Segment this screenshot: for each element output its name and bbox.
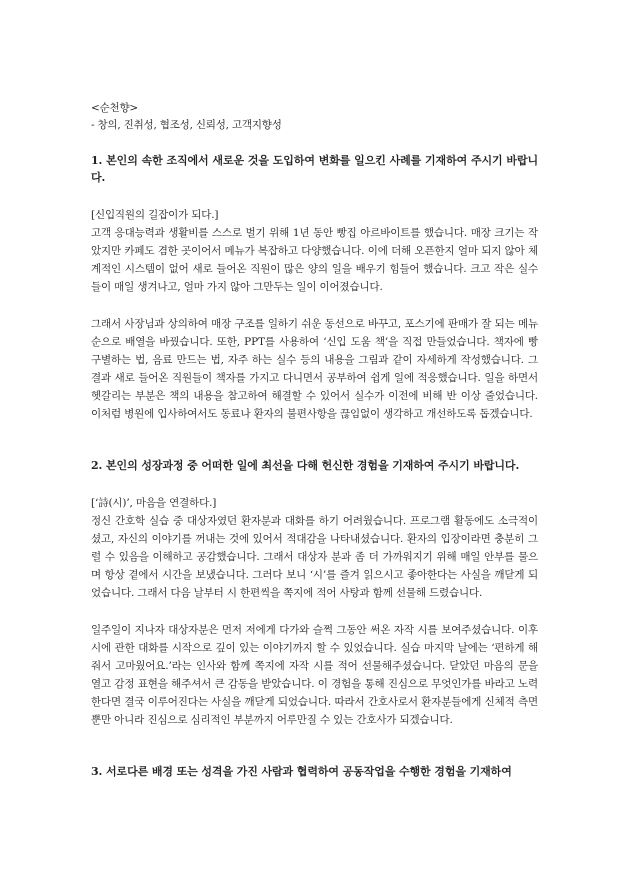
core-values-line: - 창의, 진취성, 협조성, 신뢰성, 고객지향성 [91,119,282,131]
question-1: 1. 본인의 속한 조직에서 새로운 것을 도입하여 변화를 일으킨 사례를 기재하여 주시기 바랍니다. [91,154,538,184]
answer-2-subtitle: [‘詩(시)’, 마음을 연결하다.] [91,497,217,509]
question-2: 2. 본인의 성장과정 중 어떠한 일에 최선을 다해 헌신한 경험을 기재하여 주시기 바랍니다. [91,459,520,472]
header-block [91,100,538,134]
answer-2-paragraph-1 [91,494,538,602]
section-3 [91,763,538,780]
answer-1-paragraph-1 [91,206,538,296]
section-2 [91,457,538,729]
question-3: 3. 서로다른 배경 또는 성격을 가진 사람과 협력하여 공동작업을 수행한 경험을 기재하여 [91,765,512,778]
section-1 [91,152,538,423]
answer-1-subtitle: [신입직원의 길잡이가 되다.] [91,209,219,221]
answer-1-paragraph-2: 그래서 사장님과 상의하여 매장 구조를 일하기 쉬운 동선으로 바꾸고, 포스기에 판매가 잘 되는 메뉴 순으로 배열을 바꿨습니다. 또한, PPT를 사용하여 ‘신입 도움 책’을 직접 만들었습니다. 책자에 빵 구별하는 법, 음료 만드는 법, 자주 하는 실수 등의 내용을 그림과 같이 자세하게 작성했습니다. 그 결과 새로 들어온 직원들이 책자를 가지고 다니면서 공부하여 쉽게 일에 적응했습니다. 일을 하면서 헷갈리는 부분은 책의 내용을 참고하여 해결할 수 있어서 실수가 이전에 비해 반 이상 줄었습니다. 이처럼 병원에 입사하여서도 동료나 환자의 불편사항을 끊임없이 생각하고 개선하도록 돕겠습니다. [91,318,538,420]
answer-2-paragraph-2: 일주일이 지나자 대상자분은 먼저 저에게 다가와 슬쩍 그동안 써온 자작 시를 보여주셨습니다. 이후 시에 관한 대화를 시작으로 깊이 있는 이야기까지 할 수 있었습니다. 실습 마지막 날에는 ‘편하게 해줘서 고마웠어요.’라는 인사와 함께 쪽지에 자작 시를 적어 선물해주셨습니다. 닫았던 마음의 문을 열고 감정 표현을 해주셔서 큰 감동을 받았습니다. 이 경험을 통해 진심으로 무엇인가를 바라고 노력한다면 결국 이루어진다는 사실을 깨닫게 되었습니다. 따라서 간호사로서 환자분들에게 신체적 측면뿐만 아니라 진심으로 심리적인 부분까지 어루만질 수 있는 간호사가 되겠습니다. [91,624,538,726]
answer-2-text-1: 정신 간호학 실습 중 대상자였던 환자분과 대화를 하기 어려웠습니다. 프로그램 활동에도 소극적이셨고, 자신의 이야기를 꺼내는 것에 있어서 적대감을 나타내셨습니다. 환자의 입장이라면 충분히 그럴 수 있음을 이해하고 공감했습니다. 그래서 대상자 분과 좀 더 가까워지기 위해 매일 안부를 물으며 항상 곁에서 시간을 보냈습니다. 그러다 보니 ‘시’를 즐겨 읽으시고 좋아한다는 사실을 깨닫게 되었습니다. 그래서 다음 날부터 시 한편씩을 쪽지에 적어 사탕과 함께 선물해 드렸습니다. [91,515,538,599]
document-title: <순천향> [91,102,139,114]
answer-1-text-1: 고객 응대능력과 생활비를 스스로 벌기 위해 1년 동안 빵집 아르바이트를 했습니다. 매장 크기는 작았지만 카페도 겸한 곳이어서 메뉴가 복잡하고 다양했습니다. 이에 더해 오픈한지 얼마 되지 않아 체계적인 시스템이 없어 새로 들어온 직원이 많은 양의 일을 배우기 힘들어 했습니다. 크고 작은 실수들이 매일 생겨나고, 얼마 가지 않아 그만두는 일이 이어졌습니다. [91,227,538,293]
